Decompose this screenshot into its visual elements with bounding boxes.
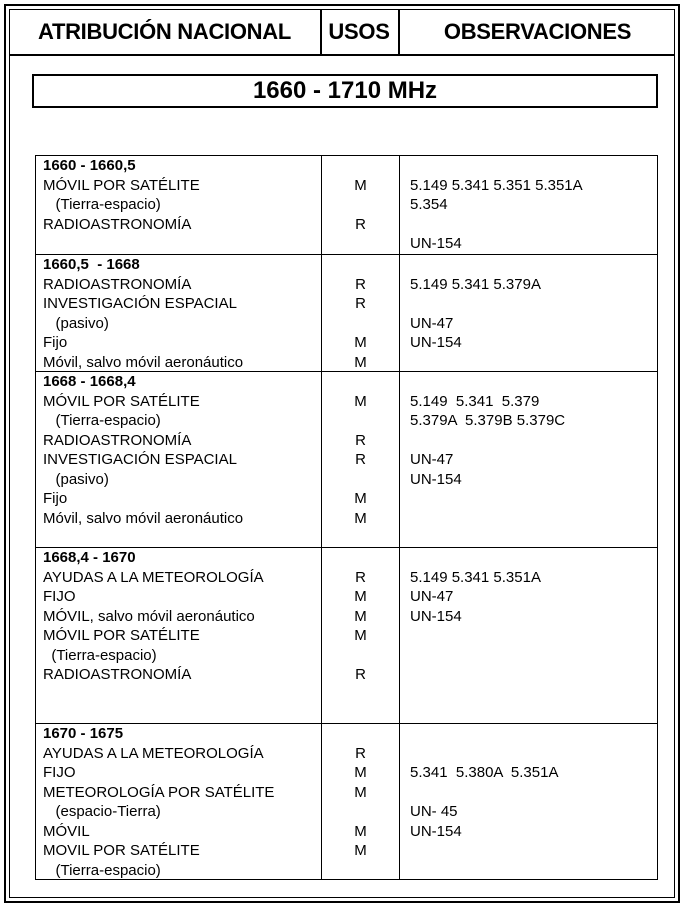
usage-code: M (354, 822, 367, 840)
usage-code: R (355, 666, 366, 683)
service-name: (Tierra-espacio) (43, 646, 157, 664)
service-name: RADIOASTRONOMÍA (43, 275, 192, 293)
section-divider (35, 723, 658, 724)
usage-code: M (354, 509, 367, 527)
observation-note: UN-47 (410, 451, 454, 468)
header-observations: OBSERVACIONES (443, 19, 632, 44)
usage-code: R (355, 451, 366, 468)
usage-code: R (355, 295, 366, 312)
service-name: FIJO (43, 764, 76, 781)
observation-note: UN-47 (410, 588, 454, 605)
usage-code: M (354, 842, 367, 859)
observation-note: 5.379A 5.379B 5.379C (410, 412, 566, 429)
header-divider (9, 54, 675, 56)
service-name: (Tierra-espacio) (43, 861, 161, 879)
usage-code: M (354, 392, 367, 410)
service-name: (espacio-Tierra) (43, 803, 161, 820)
usage-code: M (354, 627, 367, 644)
usage-code: R (355, 215, 366, 233)
service-name: MÓVIL POR SATÉLITE (43, 627, 200, 644)
observation-note: UN-154 (410, 607, 462, 625)
usage-code: M (354, 783, 367, 801)
service-name: AYUDAS A LA METEOROLOGÍA (43, 568, 264, 586)
frequency-band-title: 1660 - 1710 MHz (32, 74, 658, 108)
service-name: AYUDAS A LA METEOROLOGÍA (43, 744, 264, 762)
service-name: (Tierra-espacio) (43, 412, 161, 429)
observation-note: UN-154 (410, 470, 462, 488)
observation-note: UN- 45 (410, 803, 458, 820)
observation-note: 5.354 (410, 196, 448, 213)
usage-code: M (354, 607, 367, 625)
section-title: 1660,5 - 1668 (43, 256, 140, 273)
section-title: 1668 - 1668,4 (43, 373, 136, 390)
usage-code: R (355, 744, 366, 762)
observation-note: 5.149 5.341 5.379 (410, 392, 540, 410)
usage-code: R (355, 431, 366, 449)
observation-note: UN-154 (410, 334, 462, 351)
header-attribution: ATRIBUCIÓN NACIONAL (9, 9, 322, 55)
header-uses: USOS (320, 9, 400, 55)
service-name: RADIOASTRONOMÍA (43, 215, 192, 233)
observation-note: 5.149 5.341 5.379A (410, 275, 541, 293)
section-title: 1660 - 1660,5 (43, 157, 136, 174)
section-title: 1668,4 - 1670 (43, 549, 136, 566)
usage-code: M (354, 353, 367, 371)
usage-code: M (354, 334, 367, 351)
service-name: (pasivo) (43, 470, 109, 488)
observation-note: UN-154 (410, 822, 462, 840)
service-name: Móvil, salvo móvil aeronáutico (43, 509, 244, 527)
usage-code: M (354, 176, 367, 194)
service-name: (Tierra-espacio) (43, 196, 161, 213)
service-name: INVESTIGACIÓN ESPACIAL (43, 451, 237, 468)
service-name: RADIOASTRONOMÍA (43, 666, 192, 683)
usage-code: R (355, 275, 366, 293)
observation-note: 5.341 5.380A 5.351A (410, 764, 559, 781)
service-name: MÓVIL POR SATÉLITE (43, 176, 200, 194)
service-name: (pasivo) (43, 314, 109, 332)
column-divider-2 (399, 155, 400, 880)
service-name: MÓVIL (43, 822, 90, 840)
service-name: MÓVIL POR SATÉLITE (43, 392, 200, 410)
service-name: Móvil, salvo móvil aeronáutico (43, 353, 244, 371)
service-name: MOVIL POR SATÉLITE (43, 842, 200, 859)
usage-code: M (354, 588, 367, 605)
service-name: RADIOASTRONOMÍA (43, 431, 192, 449)
service-name: METEOROLOGÍA POR SATÉLITE (43, 783, 275, 801)
section-title: 1670 - 1675 (43, 725, 124, 742)
observation-note: 5.149 5.341 5.351A (410, 568, 541, 586)
observation-note: 5.149 5.341 5.351 5.351A (410, 176, 583, 194)
service-name: INVESTIGACIÓN ESPACIAL (43, 295, 237, 312)
usage-code: R (355, 568, 366, 586)
service-name: Fijo (43, 334, 68, 351)
observation-note: UN-47 (410, 314, 454, 332)
service-name: FIJO (43, 588, 76, 605)
service-name: Fijo (43, 490, 68, 507)
observation-note: UN-154 (410, 235, 462, 252)
service-name: MÓVIL, salvo móvil aeronáutico (43, 607, 255, 625)
usage-code: M (354, 490, 367, 507)
usage-code: M (354, 764, 367, 781)
